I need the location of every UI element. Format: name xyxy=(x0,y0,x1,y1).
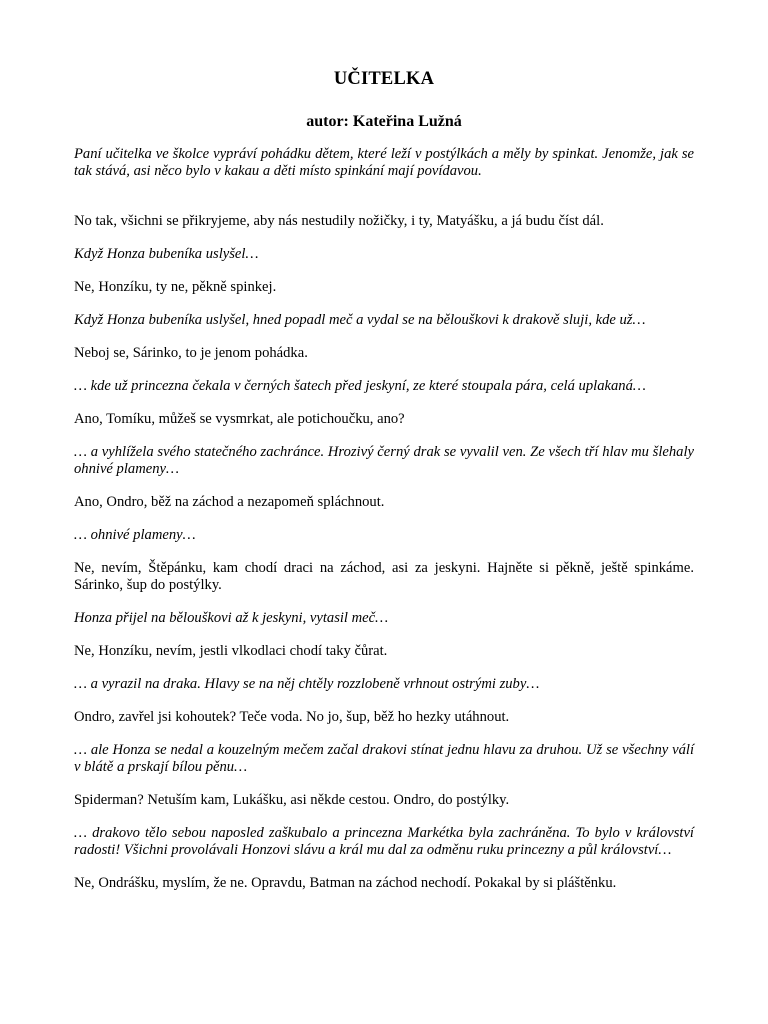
dialogue-paragraph: Ne, Honzíku, nevím, jestli vlkodlaci chodí taky čůrat. xyxy=(74,643,388,659)
dialogue-paragraph: No tak, všichni se přikryjeme, aby nás nestudily nožičky, i ty, Matyášku, a já budu číst dál. xyxy=(74,213,604,229)
dialogue-paragraph: Ano, Ondro, běž na záchod a nezapomeň spláchnout. xyxy=(74,494,385,510)
dialogue-paragraph: Ondro, zavřel jsi kohoutek? Teče voda. No jo, šup, běž ho hezky utáhnout. xyxy=(74,709,510,725)
document-title: UČITELKA xyxy=(333,69,435,89)
document-author: autor: Kateřina Lužná xyxy=(306,113,462,130)
narration-paragraph: … kde už princezna čekala v černých šatech před jeskyní, ze které stoupala pára, celá uplakaná… xyxy=(74,378,646,394)
intro-paragraph: Paní učitelka ve školce vypráví pohádku dětem, které leží v postýlkách a měly by spinkat. Jenomže, jak se tak stává, asi něco bylo v kakau a děti místo spinkání mají povídavou. xyxy=(74,146,694,179)
dialogue-paragraph: Ne, Ondrášku, myslím, že ne. Opravdu, Batman na záchod nechodí. Pokakal by si pláštěnku. xyxy=(74,875,617,891)
narration-paragraph: … ohnivé plameny… xyxy=(74,527,196,543)
dialogue-paragraph: Ne, nevím, Štěpánku, kam chodí draci na záchod, asi za jeskyni. Hajněte si pěkně, ještě spinkáme. Sárinko, šup do postýlky. xyxy=(74,560,694,593)
narration-paragraph: … drakovo tělo sebou naposled zaškubalo a princezna Markétka byla zachráněna. To bylo v království radosti! Všichni provolávali Honzovi slávu a král mu dal za odměnu ruku princezny a půl království… xyxy=(74,825,694,858)
narration-paragraph: … ale Honza se nedal a kouzelným mečem začal drakovi stínat jednu hlavu za druhou. Už se všechny válí v blátě a prskají bílou pěnu… xyxy=(74,742,694,775)
narration-paragraph: … a vyrazil na draka. Hlavy se na něj chtěly rozzlobeně vrhnout ostrými zuby… xyxy=(74,676,540,692)
narration-paragraph: … a vyhlížela svého statečného zachránce. Hrozivý černý drak se vyvalil ven. Ze všech tří hlav mu šlehaly ohnivé plameny… xyxy=(74,444,694,477)
narration-paragraph: Honza přijel na bělouškovi až k jeskyni, vytasil meč… xyxy=(74,610,389,626)
dialogue-paragraph: Ne, Honzíku, ty ne, pěkně spinkej. xyxy=(74,279,277,295)
story-body xyxy=(74,213,694,892)
dialogue-paragraph: Neboj se, Sárinko, to je jenom pohádka. xyxy=(74,345,308,361)
dialogue-paragraph: Ano, Tomíku, můžeš se vysmrkat, ale potichoučku, ano? xyxy=(74,411,405,427)
dialogue-paragraph: Spiderman? Netuším kam, Lukášku, asi někde cestou. Ondro, do postýlky. xyxy=(74,792,510,808)
narration-paragraph: Když Honza bubeníka uslyšel, hned popadl meč a vydal se na bělouškovi k drakově sluji, kde už… xyxy=(74,312,646,328)
narration-paragraph: Když Honza bubeníka uslyšel… xyxy=(74,246,259,262)
document-page xyxy=(74,68,694,908)
